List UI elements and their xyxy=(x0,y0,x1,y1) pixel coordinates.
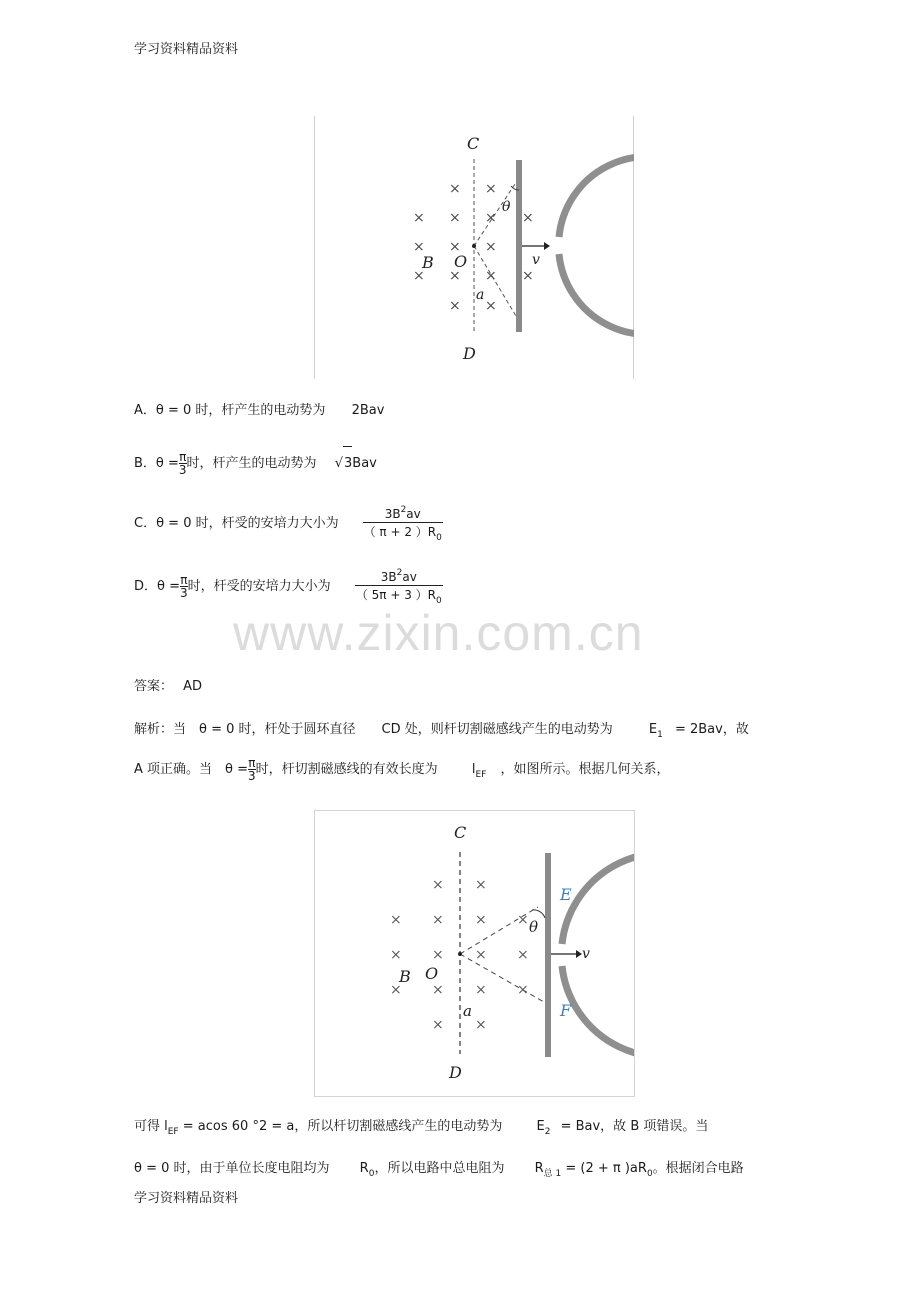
option-b-fraction: $\frac{\pi}{3}$ xyxy=(178,450,187,477)
page-footer: 学习资料精品资料 xyxy=(134,1191,239,1206)
label-a: a xyxy=(476,287,485,303)
label-v: v xyxy=(532,252,540,268)
field-mark: × xyxy=(413,239,425,255)
field-mark: × xyxy=(449,239,461,255)
option-c-prefix: C．θ = 0 时，杆受的安培力大小为 xyxy=(134,516,339,531)
field-mark: × xyxy=(475,912,487,928)
field-mark: × xyxy=(475,1017,487,1033)
field-mark: × xyxy=(432,877,444,893)
field-mark: × xyxy=(413,210,425,226)
option-a xyxy=(134,403,384,419)
ring-conductor xyxy=(559,157,634,335)
result-line1: 可得 $l_{EF} = acos$ 60 °2 = a，所以杆切割磁感线产生的电动势为 $E_2$ = Bav，故 B 项错误。当 xyxy=(134,1119,709,1137)
option-c-fraction: $\frac{3B^2av}{( \pi + 2 )R_0}$ xyxy=(363,504,442,543)
field-mark: × xyxy=(522,210,534,226)
page-header: 学习资料精品资料 xyxy=(134,42,239,57)
option-d-mid: 时，杆受的安培力大小为 xyxy=(187,579,331,594)
label-o: O xyxy=(454,252,468,271)
field-mark: × xyxy=(390,982,402,998)
center-point xyxy=(458,952,462,956)
analysis-line1: 解析：当 θ = 0 时，杆处于圆环直径 CD 处，则杆切割磁感线产生的电动势为 $E_1 = 2Bav$，故 xyxy=(134,722,749,740)
watermark: www.zixin.com.cn xyxy=(233,605,644,661)
option-b-value: Bav xyxy=(352,456,377,471)
option-b: B．θ = $\frac{\pi}{3}$ 时，杆产生的电动势为 √3Bav xyxy=(134,446,377,481)
figure2-diagram xyxy=(314,810,634,1096)
field-mark: × xyxy=(432,912,444,928)
analysis-fraction: $\frac{\pi}{3}$ xyxy=(248,756,256,783)
answer-line xyxy=(134,679,202,695)
answer-value: AD xyxy=(183,679,203,694)
answer-label: 答案： xyxy=(134,679,174,694)
field-mark: × xyxy=(517,982,529,998)
label-d: D xyxy=(463,344,476,363)
label-d: D xyxy=(449,1063,462,1082)
option-d-prefix: D．θ = xyxy=(134,579,180,594)
result-line2: θ = 0 时，由于单位长度电阻均为 $R_0$，所以电路中总电阻为 $R_{总 1} = (2 + \pi$ )$aR_0$。根据闭合电路 xyxy=(134,1161,744,1179)
field-mark: × xyxy=(517,947,529,963)
field-mark: × xyxy=(475,877,487,893)
option-c xyxy=(134,504,443,544)
analysis-line2: A 项正确。当 θ = $\frac{\pi}{3}$ 时，杆切割磁感线的有效长度为 $l_{EF}$ ，如图所示。根据几何关系， xyxy=(134,756,670,783)
label-a: a xyxy=(463,1002,472,1020)
field-mark: × xyxy=(517,912,529,928)
option-d-fraction: $\frac{\pi}{3}$ xyxy=(180,573,188,600)
conducting-rod xyxy=(545,853,551,1057)
field-mark: × xyxy=(475,947,487,963)
field-mark: × xyxy=(475,982,487,998)
center-point xyxy=(472,244,476,248)
option-d-answer-fraction: $\frac{3B^2av}{( 5\pi + 3 )R_0}$ xyxy=(355,567,442,606)
label-b: B xyxy=(422,253,434,272)
conducting-rod xyxy=(516,160,522,332)
label-e: E xyxy=(560,885,572,904)
label-theta: θ xyxy=(502,199,511,215)
option-a-prefix: A．θ = 0 时，杆产生的电动势为 xyxy=(134,403,326,418)
option-b-mid: 时，杆产生的电动势为 xyxy=(186,456,317,471)
field-mark: × xyxy=(432,947,444,963)
label-c: C xyxy=(454,823,467,842)
field-mark: × xyxy=(449,268,461,284)
field-mark: × xyxy=(485,239,497,255)
field-mark: × xyxy=(449,181,461,197)
field-mark: × xyxy=(413,268,425,284)
figure1-diagram xyxy=(314,116,634,380)
option-b-prefix: B．θ = xyxy=(134,456,179,471)
field-mark: × xyxy=(485,268,497,284)
field-mark: × xyxy=(485,181,497,197)
velocity-arrowhead xyxy=(544,242,550,250)
label-o: O xyxy=(425,964,439,983)
label-f: F xyxy=(560,1001,572,1020)
label-c: C xyxy=(467,134,480,153)
label-theta: θ xyxy=(529,918,539,936)
field-mark: × xyxy=(522,268,534,284)
field-mark: × xyxy=(449,298,461,314)
option-d xyxy=(134,567,443,607)
field-mark: × xyxy=(449,210,461,226)
option-b-radicand: 3 xyxy=(343,446,352,481)
theta-arc xyxy=(532,910,545,918)
field-mark: × xyxy=(390,947,402,963)
option-a-value: 2Bav xyxy=(351,403,385,418)
field-mark: × xyxy=(390,912,402,928)
ring-conductor xyxy=(562,853,634,1057)
field-mark: × xyxy=(432,1017,444,1033)
label-b: B xyxy=(399,967,411,986)
radius-to-f xyxy=(460,954,544,1002)
field-mark: × xyxy=(485,298,497,314)
label-v: v xyxy=(582,946,590,962)
field-mark: × xyxy=(432,982,444,998)
field-mark: × xyxy=(485,210,497,226)
